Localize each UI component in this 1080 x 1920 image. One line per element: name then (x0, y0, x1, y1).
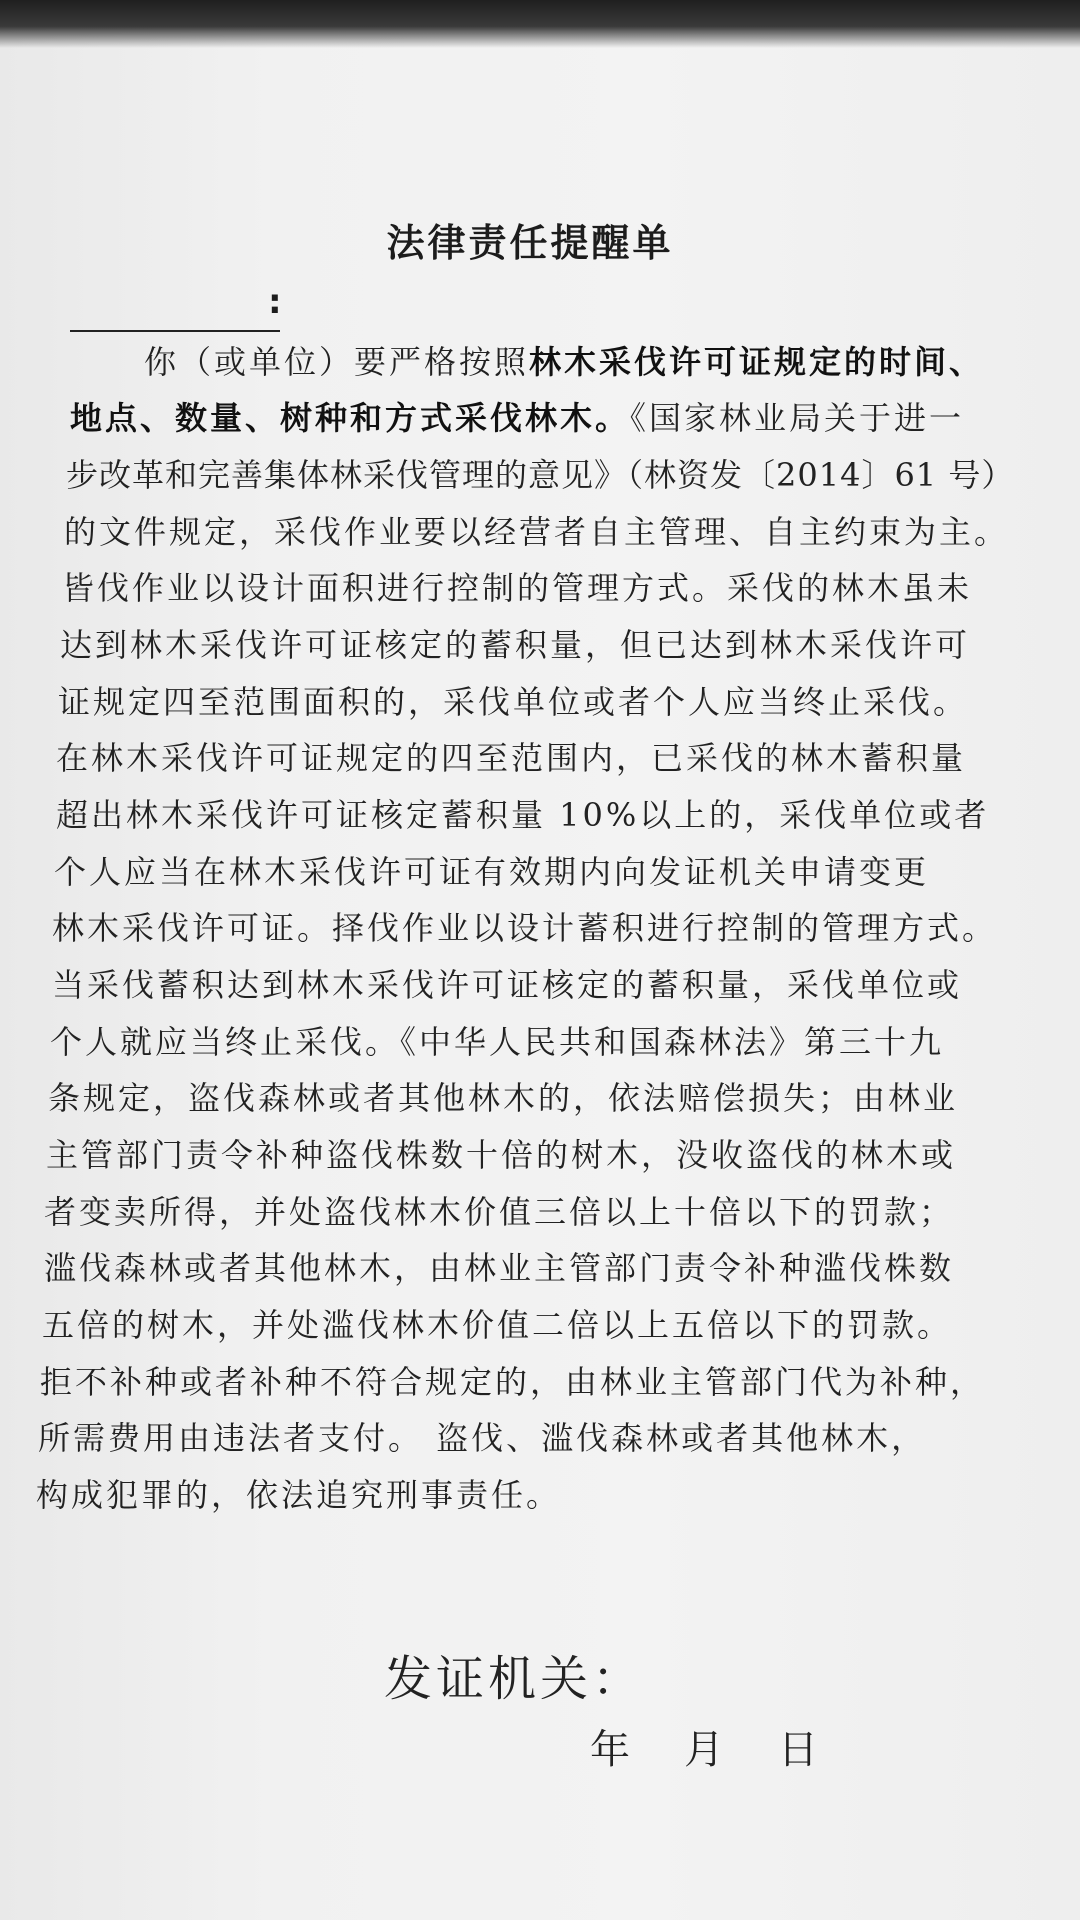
body-line-1-bold: 林木采伐许可证规定的时间、 (529, 343, 985, 381)
date-year: 年 (590, 1727, 632, 1773)
top-shadow (0, 0, 1080, 48)
body-line-1 (144, 342, 984, 382)
body-line-1-regular: 你（或单位）要严格按照 (144, 343, 530, 381)
body-line-8: 在林木采伐许可证规定的四至范围内，已采伐的林木蓄积量 (56, 739, 967, 777)
body-line-4: 的文件规定，采伐作业要以经营者自主管理、自主约束为主。 (64, 513, 1010, 551)
body-line-17: 滥伐森林或者其他林木，由林业主管部门责令补种滥伐株数 (44, 1249, 955, 1287)
body-line-15: 主管部门责令补种盗伐株数十倍的树木，没收盗伐的林木或 (46, 1136, 957, 1174)
body-line-2 (70, 398, 964, 438)
date-month: 月 (684, 1727, 726, 1773)
document-title: 法律责任提醒单 (386, 221, 674, 265)
body-line-9: 超出林木采伐许可证核定蓄积量 10%以上的，采伐单位或者 (56, 796, 990, 834)
date-day: 日 (778, 1727, 820, 1773)
addressee-blank-line (70, 290, 280, 332)
body-line-10: 个人应当在林木采伐许可证有效期内向发证机关申请变更 (54, 853, 930, 891)
issuing-authority-label: 发证机关： (384, 1651, 645, 1707)
body-line-5: 皆伐作业以设计面积进行控制的管理方式。采伐的林木虽未 (62, 569, 973, 607)
body-line-18: 五倍的树木，并处滥伐林木价值二倍以上五倍以下的罚款。 (42, 1306, 953, 1344)
body-line-7: 证规定四至范围面积的，采伐单位或者个人应当终止采伐。 (58, 683, 969, 721)
body-line-2-regular: 《国家林业局关于进一 (630, 399, 965, 437)
body-line-3: 步改革和完善集体林采伐管理的意见》（林资发〔2014〕61 号） (66, 456, 1015, 494)
body-line-6: 达到林木采伐许可证核定的蓄积量，但已达到林木采伐许可 (60, 626, 971, 664)
body-line-11: 林木采伐许可证。择伐作业以设计蓄积进行控制的管理方式。 (52, 909, 998, 947)
body-line-20: 所需费用由违法者支付。 盗伐、滥伐森林或者其他林木， (38, 1419, 927, 1457)
body-line-16: 者变卖所得，并处盗伐林木价值三倍以上十倍以下的罚款； (44, 1193, 955, 1231)
body-line-21: 构成犯罪的，依法追究刑事责任。 (36, 1476, 562, 1514)
date-line (590, 1718, 820, 1775)
body-line-12: 当采伐蓄积达到林木采伐许可证核定的蓄积量，采伐单位或 (52, 966, 963, 1004)
addressee-colon: : (268, 282, 282, 322)
body-line-19: 拒不补种或者补种不符合规定的，由林业主管部门代为补种， (40, 1363, 986, 1401)
body-line-2-bold: 地点、数量、树种和方式采伐林木。 (70, 399, 631, 437)
body-line-14: 条规定，盗伐森林或者其他林木的，依法赔偿损失；由林业 (48, 1079, 959, 1117)
body-line-13: 个人就应当终止采伐。《中华人民共和国森林法》第三十九 (50, 1023, 945, 1061)
